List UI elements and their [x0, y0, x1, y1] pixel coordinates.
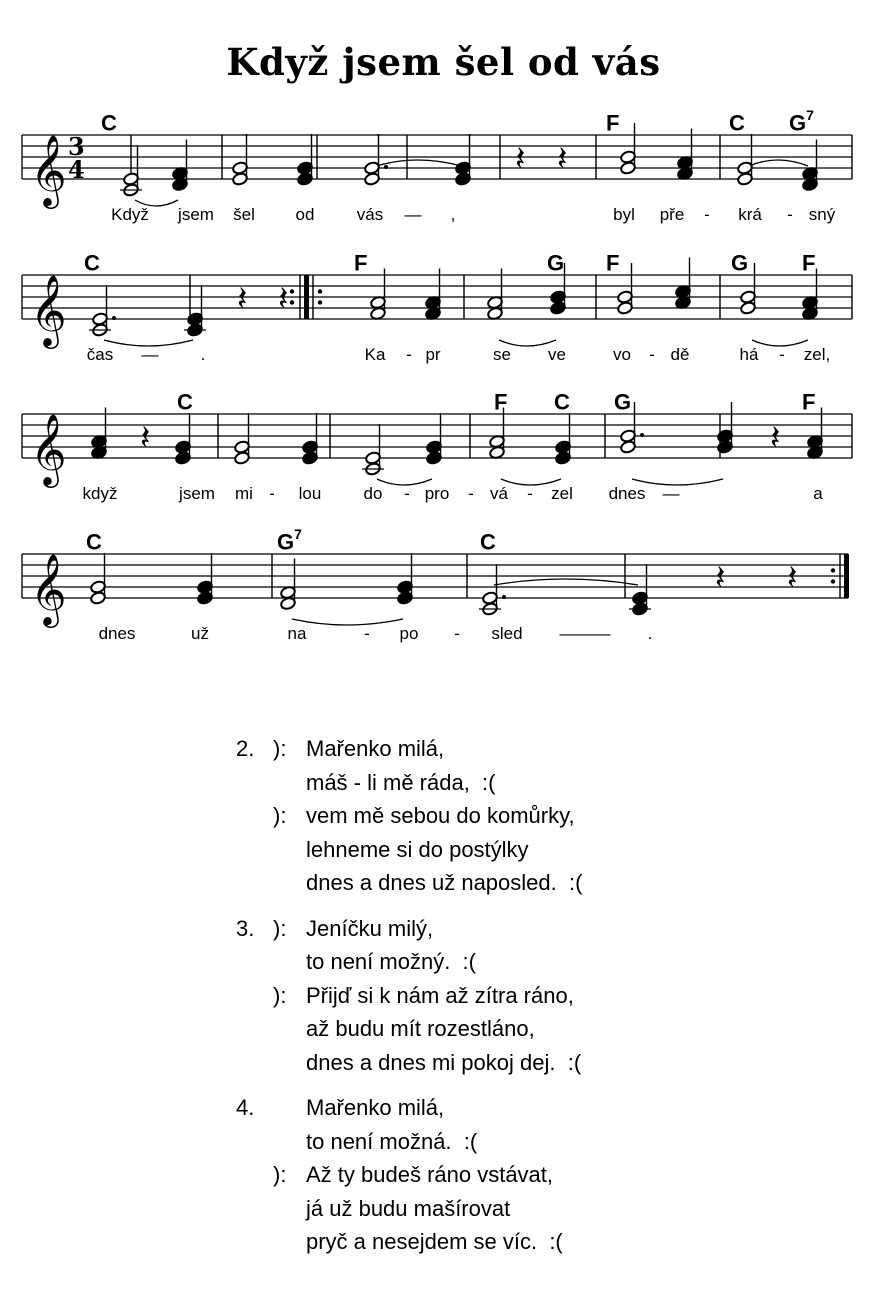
repeat-mark: ):	[273, 1162, 287, 1187]
note-chord	[297, 134, 314, 186]
chord-symbol: F	[606, 110, 620, 136]
lyric-syllable: —	[141, 345, 159, 364]
treble-clef-icon: 𝄞	[30, 552, 67, 625]
quarter-rest-icon: 𝄽	[515, 139, 526, 179]
verse-line	[236, 766, 582, 800]
verse-line	[236, 833, 582, 867]
quarter-rest-icon: 𝄽	[557, 139, 568, 179]
verse-line	[236, 866, 582, 900]
dot	[502, 595, 506, 599]
lyric-syllable: mi	[235, 484, 253, 503]
lyric-syllable: když	[82, 484, 118, 503]
lyric-syllable: do	[363, 484, 383, 503]
lyric-syllable: ve	[548, 345, 566, 364]
repeat-dot	[831, 579, 835, 583]
lyric-syllable: krá	[738, 205, 762, 224]
repeat-mark: ):	[273, 736, 287, 761]
verse-text: až budu mít rozestláno,	[306, 1016, 535, 1041]
verse-line	[236, 1012, 582, 1046]
lyric-syllable: .	[200, 345, 206, 364]
verse-text: pryč a nesejdem se víc. :(	[306, 1229, 563, 1254]
lyric-syllable: ,	[450, 205, 456, 224]
note-chord	[737, 134, 754, 186]
thick-barline	[304, 275, 309, 319]
chord-symbol: $G^7$	[277, 526, 302, 555]
verse-text: Mařenko milá,	[306, 1095, 445, 1120]
lyric-syllable: -	[364, 624, 370, 643]
verse-line	[236, 945, 582, 979]
note-chord	[677, 129, 694, 181]
lyric-syllable: —	[404, 205, 422, 224]
lyric-syllable: sný	[808, 205, 836, 224]
lyric-syllable: pře	[659, 205, 685, 224]
note-chord	[232, 134, 249, 186]
verse-line	[236, 799, 582, 833]
lyric-syllable: -	[527, 484, 533, 503]
staff	[0, 384, 887, 534]
repeat-dot	[831, 568, 835, 572]
treble-clef-icon: 𝄞	[30, 412, 67, 485]
repeat-mark: ):	[273, 803, 287, 828]
verse-2	[236, 732, 582, 900]
note-chord	[620, 123, 637, 175]
verse-text: Jeníčku milý,	[306, 915, 434, 941]
quarter-rest-icon: 𝄽	[715, 558, 726, 598]
lyric-syllable: na	[287, 624, 307, 643]
verse-text: Mařenko milá,	[306, 736, 445, 761]
repeat-mark: ):	[273, 915, 287, 941]
lyric-syllable: -	[404, 484, 410, 503]
lyric-syllable: .	[647, 624, 653, 643]
lyric-syllable: a	[813, 484, 823, 503]
lyric-syllable: dě	[670, 345, 690, 364]
note-chord	[675, 258, 692, 310]
lyric-syllable: se	[493, 345, 511, 364]
tie-slur	[377, 479, 432, 485]
chord-symbol: C	[177, 389, 193, 415]
lyric-syllable: Ka	[364, 345, 386, 364]
note-chord	[175, 413, 192, 465]
verse-number: 4.	[236, 1095, 255, 1120]
lyric-syllable: -	[779, 345, 785, 364]
note-chord	[629, 564, 651, 616]
note-chord	[617, 263, 634, 315]
verse-line	[236, 1125, 582, 1159]
note-chord	[425, 269, 442, 321]
verse-number: 2.	[236, 736, 255, 761]
note-chord	[489, 408, 506, 460]
repeat-mark: ):	[273, 982, 287, 1008]
lyric-syllable: po	[399, 624, 419, 643]
verse-line	[236, 1192, 582, 1226]
note-chord	[807, 408, 824, 460]
lyric-syllable: lou	[298, 484, 322, 503]
verse-line	[236, 912, 582, 946]
lyric-syllable: zel,	[803, 345, 831, 364]
note-chord	[91, 408, 108, 460]
quarter-rest-icon: 𝄽	[140, 418, 151, 458]
tie-slur	[376, 160, 461, 166]
chord-symbol: C	[86, 529, 102, 555]
note-chord	[397, 553, 414, 605]
note-chord	[717, 402, 734, 454]
chord-symbol: C	[480, 529, 496, 555]
note-chord	[364, 134, 388, 186]
verse-3	[236, 912, 582, 1080]
lyric-syllable: -	[704, 205, 710, 224]
tie-slur	[494, 579, 638, 585]
time-signature-bottom: 4	[68, 155, 85, 184]
verse-line	[236, 1158, 582, 1192]
verse-line	[236, 732, 582, 766]
chord-symbol: $G^7$	[789, 107, 814, 136]
verse-text: lehneme si do postýlky	[306, 836, 529, 862]
time-signature-top: 3	[68, 132, 85, 161]
verse-text: to není možný. :(	[306, 949, 476, 974]
dot	[112, 316, 116, 320]
verse-line	[236, 1046, 582, 1080]
note-chord	[370, 269, 387, 321]
repeat-dot	[290, 300, 294, 304]
staff	[0, 245, 887, 395]
lyric-syllable: šel	[233, 205, 255, 224]
lyric-syllable: dnes	[608, 484, 646, 503]
tie-slur	[501, 479, 561, 485]
tie-slur	[632, 479, 723, 485]
note-chord	[555, 413, 572, 465]
verse-text: dnes a dnes už naposled. :(	[306, 870, 583, 895]
note-chord	[89, 285, 116, 337]
lyric-syllable: čas	[86, 345, 114, 364]
chord-symbol: G	[731, 250, 749, 276]
staff-system-4	[0, 524, 887, 724]
tie-slur	[104, 340, 193, 346]
chord-symbol: G	[547, 250, 565, 276]
lyric-syllable: -	[787, 205, 793, 224]
treble-clef-icon: 𝄞	[30, 273, 67, 346]
lyric-syllable: ———	[559, 624, 611, 643]
lyric-syllable: pr	[425, 345, 441, 364]
verse-text: Až ty budeš ráno vstávat,	[306, 1162, 554, 1187]
lyric-syllable: vo	[613, 345, 631, 364]
verse-text: já už budu mašírovat	[306, 1195, 511, 1221]
lyric-syllable: -	[406, 345, 412, 364]
repeat-dot	[290, 289, 294, 293]
chord-symbol: C	[554, 389, 570, 415]
dot	[640, 433, 644, 437]
lyric-syllable: -	[269, 484, 275, 503]
note-chord	[426, 413, 443, 465]
tie-slur	[135, 200, 178, 206]
treble-clef-icon: 𝄞	[30, 133, 67, 206]
note-chord	[479, 564, 506, 616]
verse-line	[236, 1225, 582, 1259]
lyric-syllable: jsem	[178, 205, 214, 224]
verse-line	[236, 979, 582, 1013]
lyric-syllable: vá	[490, 484, 508, 503]
chord-symbol: F	[606, 250, 620, 276]
note-chord	[802, 269, 819, 321]
tie-slur	[749, 160, 808, 166]
chord-symbol: F	[802, 389, 816, 415]
lyric-syllable: od	[295, 205, 315, 224]
lyric-syllable: -	[649, 345, 655, 364]
chord-symbol: F	[494, 389, 508, 415]
quarter-rest-icon: 𝄽	[770, 418, 781, 458]
final-barline	[844, 554, 849, 598]
dot	[384, 165, 388, 169]
repeat-dot	[318, 289, 322, 293]
lyric-syllable: há	[739, 345, 759, 364]
verses-block	[236, 732, 582, 1271]
lyric-syllable: -	[454, 624, 460, 643]
lyric-syllable: pro	[424, 484, 450, 503]
staff	[0, 524, 887, 674]
lyric-syllable: dnes	[98, 624, 136, 643]
staff	[0, 105, 887, 255]
verse-text: vem mě sebou do komůrky,	[306, 803, 575, 828]
chord-symbol: G	[614, 389, 632, 415]
chord-symbol: F	[354, 250, 368, 276]
lyric-syllable: jsem	[179, 484, 215, 503]
repeat-dot	[318, 300, 322, 304]
chord-symbol: C	[84, 250, 100, 276]
tie-slur	[752, 340, 808, 346]
song-title: Když jsem šel od vás	[226, 40, 661, 84]
verse-text: to není možná. :(	[306, 1128, 478, 1154]
chord-symbol: C	[729, 110, 745, 136]
note-chord	[550, 263, 567, 315]
lyric-syllable: byl	[613, 205, 635, 224]
verse-line	[236, 1091, 582, 1125]
verse-number: 3.	[236, 915, 255, 941]
lyric-syllable: -	[468, 484, 474, 503]
note-chord	[802, 140, 819, 192]
note-chord	[362, 424, 384, 476]
note-chord	[455, 134, 472, 186]
note-chord	[487, 269, 504, 321]
verse-4	[236, 1091, 582, 1259]
note-chord	[90, 553, 107, 605]
tie-slur	[499, 340, 556, 346]
lyric-syllable: sled	[491, 624, 523, 643]
lyric-syllable: —	[662, 484, 680, 503]
tie-slur	[292, 619, 403, 625]
note-chord	[620, 402, 644, 454]
note-chord	[234, 413, 251, 465]
note-chord	[302, 413, 319, 465]
chord-symbol: F	[802, 250, 816, 276]
note-chord	[280, 559, 297, 611]
lyric-syllable: vás	[356, 205, 384, 224]
verse-text: máš - li mě ráda, :(	[306, 769, 496, 795]
note-chord	[184, 285, 206, 337]
chord-symbol: C	[101, 110, 117, 136]
verse-text: Přijď si k nám až zítra ráno,	[306, 982, 574, 1008]
lyric-syllable: Když	[111, 205, 149, 224]
lyric-syllable: zel	[551, 484, 573, 503]
verse-text: dnes a dnes mi pokoj dej. :(	[306, 1049, 582, 1075]
quarter-rest-icon: 𝄽	[278, 279, 289, 319]
note-chord	[172, 140, 189, 192]
quarter-rest-icon: 𝄽	[787, 558, 798, 598]
quarter-rest-icon: 𝄽	[237, 279, 248, 319]
lyric-syllable: už	[191, 624, 209, 643]
note-chord	[197, 553, 214, 605]
note-chord	[740, 263, 757, 315]
